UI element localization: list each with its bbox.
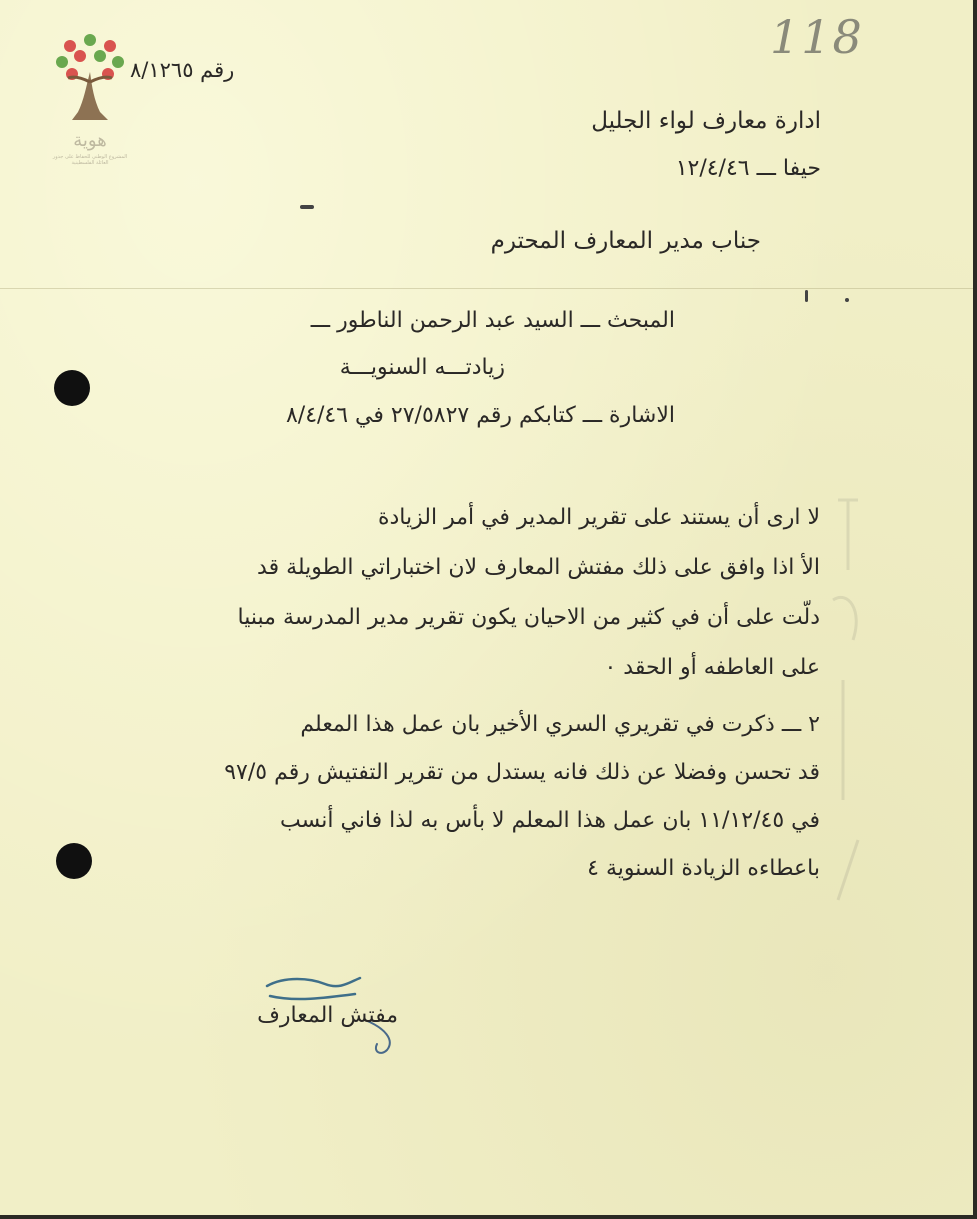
body-line: ٢ ـــ ذكرت في تقريري السري الأخير بان عمل هذا المعلم: [300, 712, 820, 737]
subject-line-1: المبحث ـــ السيد عبد الرحمن الناطور ـــ: [310, 308, 675, 333]
addressee: جناب مدير المعارف المحترم: [490, 228, 761, 254]
ink-speck: [300, 205, 314, 209]
ink-speck: [805, 290, 808, 302]
watermark-brand: هوية: [73, 130, 107, 151]
body-line: الأ اذا وافق على ذلك مفتش المعارف لان اختباراتي الطويلة قد: [257, 555, 820, 580]
subject-line-2: زيادتـــه السنويـــة: [339, 355, 505, 380]
reference-number: رقم ٨/١٢٦٥: [130, 58, 235, 82]
body-line: لا ارى أن يستند على تقرير المدير في أمر الزيادة: [377, 505, 820, 530]
body-line: على العاطفه أو الحقد ٠: [604, 655, 820, 680]
watermark-logo: [50, 32, 130, 172]
body-line: باعطاءه الزيادة السنوية ٤: [587, 856, 820, 881]
reference-line: الاشارة ـــ كتابكم رقم ٢٧/٥٨٢٧ في ٨/٤/٤٦: [285, 403, 675, 428]
tree-icon: [50, 32, 130, 132]
fold-line: [0, 288, 973, 289]
body-line: قد تحسن وفضلا عن ذلك فانه يستدل من تقرير التفتيش رقم ٩٧/٥: [224, 760, 820, 785]
bleed-through-text: [818, 480, 888, 980]
signature-title: مفتش المعارف: [257, 1003, 398, 1028]
ink-speck: [845, 298, 849, 302]
place-date: حيفا ـــ ١٢/٤/٤٦: [675, 156, 821, 181]
punch-hole: [56, 843, 92, 879]
issuing-office: ادارة معارف لواء الجليل: [591, 108, 821, 134]
body-line: في ١١/١٢/٤٥ بان عمل هذا المعلم لا بأس به لذا فاني أنسب: [279, 808, 820, 833]
punch-hole: [54, 370, 90, 406]
watermark-tagline: المشروع الوطني للحفاظ على جذور العائلة الفلسطينية: [52, 154, 128, 166]
page-number: 118: [770, 10, 864, 64]
body-line: دلّت على أن في كثير من الاحيان يكون تقرير مدير المدرسة مبنيا: [237, 605, 820, 630]
